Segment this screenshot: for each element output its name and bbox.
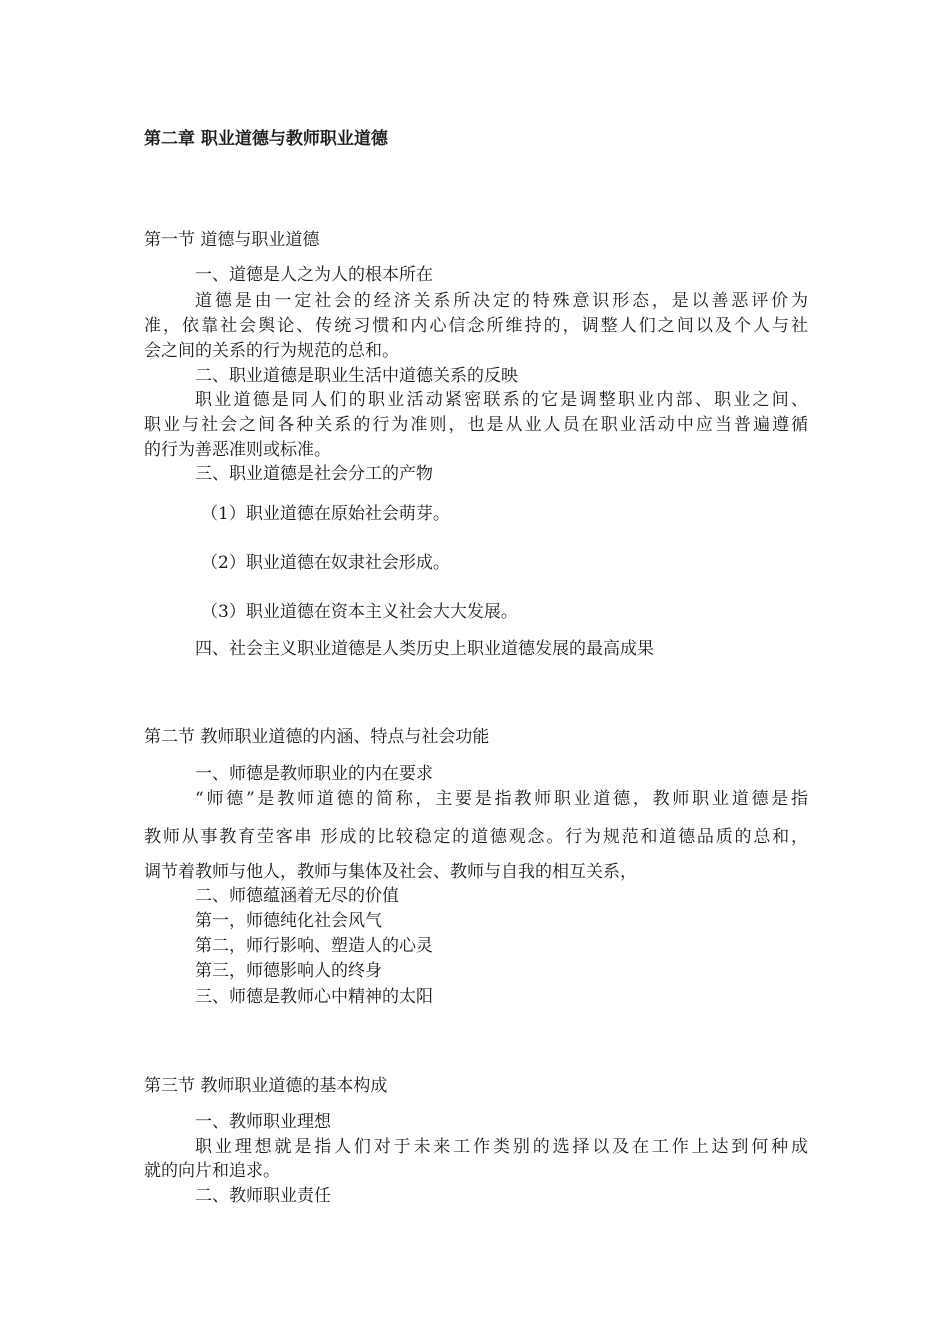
list-item: 第一，师德纯化社会风气 [195,911,382,931]
heading: 二、职业道德是职业生活中道德关系的反映 [195,366,518,386]
list-item: 第三，师德影响人的终身 [195,961,382,981]
heading: 一、师德是教师职业的内在要求 [195,764,433,784]
paragraph-line: 的行为善恶准则或标准。 [144,440,331,460]
heading: 三、师德是教师心中精神的太阳 [195,987,433,1007]
paragraph-line: 职业理想就是指人们对于未来工作类别的选择以及在工作上达到何种成 [195,1137,808,1157]
paragraph-line: 就的向片和追求。 [144,1161,280,1181]
paragraph-line: 调节着教师与他人，教师与集体及社会、教师与自我的相互关系， [144,862,637,882]
section-title: 第一节 道德与职业道德 [144,230,320,250]
heading: 一、教师职业理想 [195,1112,331,1132]
list-item: （3）职业道德在资本主义社会大大发展。 [201,602,518,622]
paragraph-line: 道德是由一定社会的经济关系所决定的特殊意识形态，是以善恶评价为 [195,291,808,311]
heading: 二、教师职业责任 [195,1186,331,1206]
section-title: 第三节 教师职业道德的基本构成 [144,1076,388,1096]
heading: 四、社会主义职业道德是人类历史上职业道德发展的最高成果 [195,639,654,659]
paragraph-line: “师德”是教师道德的简称，主要是指教师职业道德，教师职业道德是指 [195,789,808,809]
heading: 三、职业道德是社会分工的产物 [195,464,433,484]
paragraph-line: 职业道德是同人们的职业活动紧密联系的它是调整职业内部、职业之间、 [195,390,808,410]
list-item: （1）职业道德在原始社会萌芽。 [201,504,450,524]
paragraph-line: 教师从事教育茔客串 形成的比较稳定的道德观念。行为规范和道德品质的总和， [144,827,808,847]
paragraph-line: 职业与社会之间各种关系的行为准则，也是从业人员在职业活动中应当普遍遵循 [144,415,808,435]
paragraph-line: 会之间的关系的行为规范的总和。 [144,341,399,361]
heading: 一、道德是人之为人的根本所在 [195,265,433,285]
section-title: 第二节 教师职业道德的内涵、特点与社会功能 [144,727,490,747]
list-item: （2）职业道德在奴隶社会形成。 [201,553,450,573]
paragraph-line: 准，依靠社会舆论、传统习惯和内心信念所维持的，调整人们之间以及个人与社 [144,316,808,336]
chapter-title: 第二章 职业道德与教师职业道德 [144,129,388,149]
heading: 二、师德蕴涵着无尽的价值 [195,886,399,906]
list-item: 第二，师行影响、塑造人的心灵 [195,936,433,956]
